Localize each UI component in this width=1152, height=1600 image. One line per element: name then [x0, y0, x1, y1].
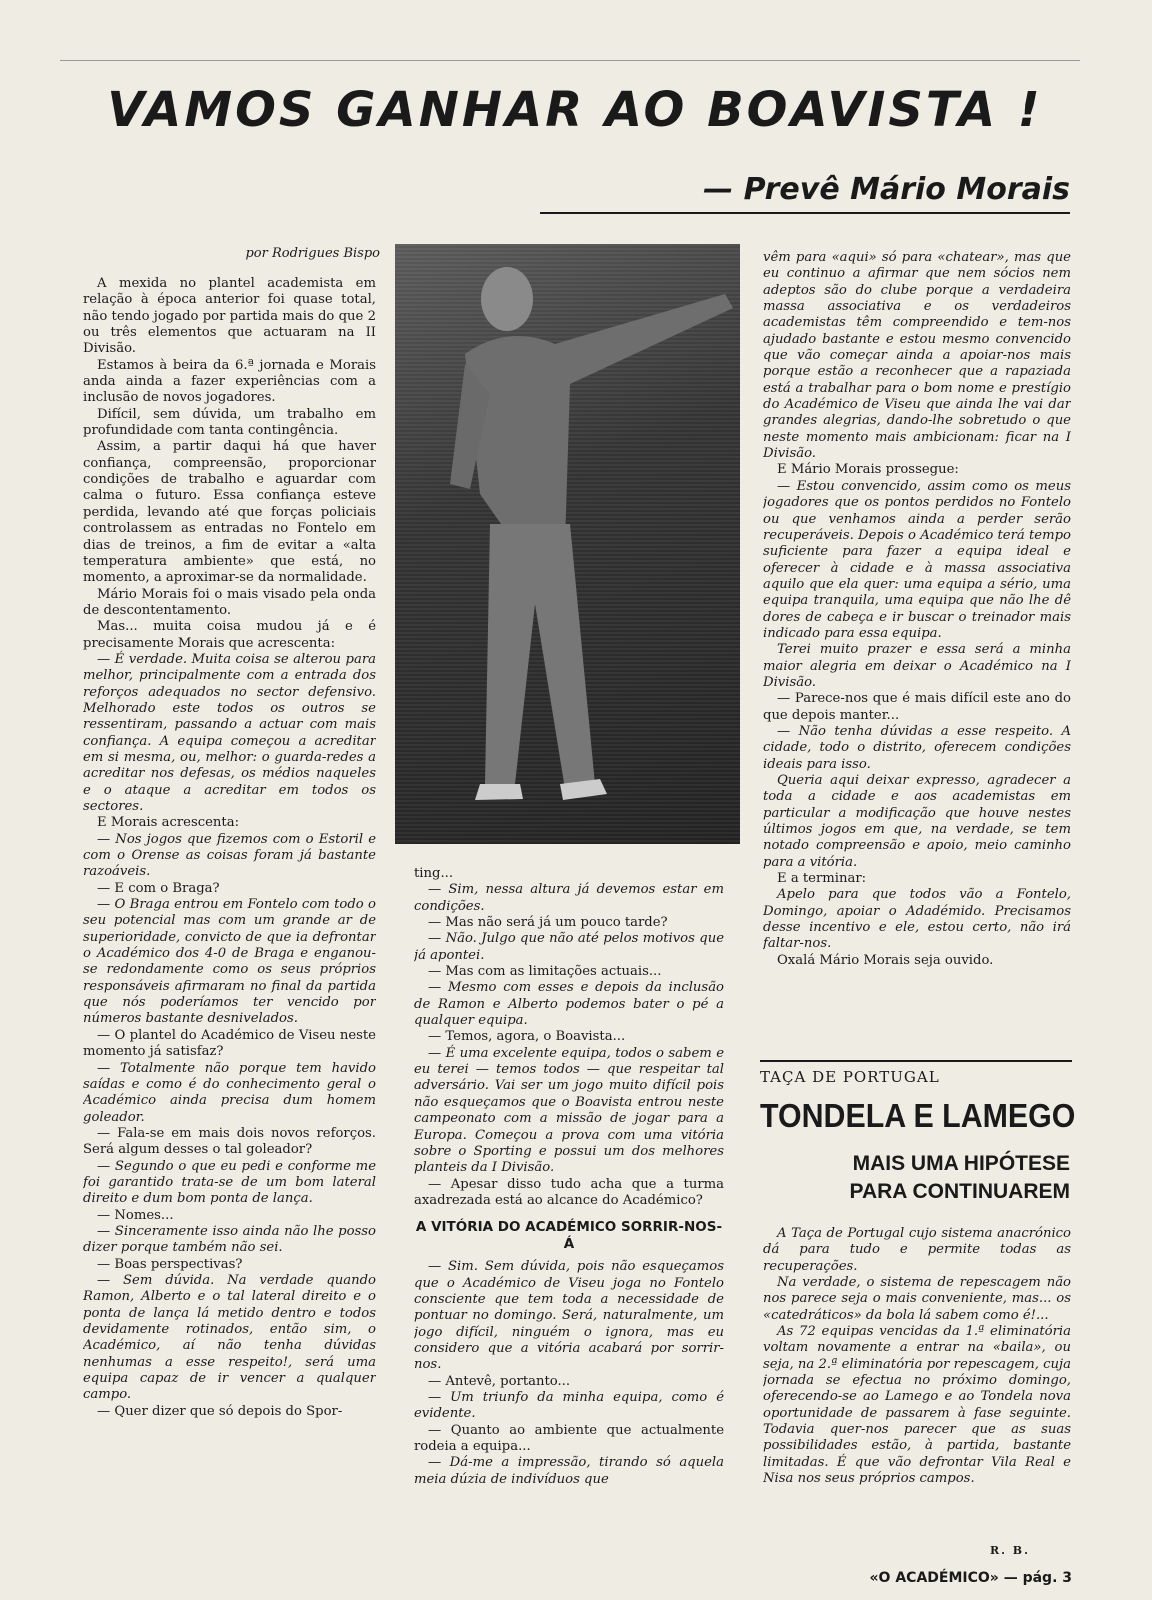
paragraph: Terei muito prazer e essa será a minha maior alegria em deixar o Académico na I Divisão.	[763, 642, 1071, 690]
sidebar-signoff: R. B.	[990, 1544, 1030, 1557]
paragraph: A Taça de Portugal cujo sistema anacrónico dá para tudo e permite todas as recuperações.	[763, 1226, 1071, 1274]
paragraph: — Quanto ao ambiente que actualmente rodeia a equipa...	[414, 1422, 724, 1454]
sidebar-deck	[820, 1150, 1070, 1206]
paragraph: — Não tenha dúvidas a esse respeito. A cidade, todo o distrito, oferecem condições ideais para isso.	[763, 723, 1071, 772]
paragraph: — Dá-me a impressão, tirando só aquela meia dúzia de indivíduos que	[414, 1455, 724, 1487]
paragraph: E a terminar:	[777, 871, 867, 887]
paragraph: — Estou convencido, assim como os meus jogadores que os pontos perdidos no Fontelo ou que venhamos ainda a perder serão recuperáveis. Depois o Académico terá tempo suficiente para fazer a equipa ideal e oferecer à cidade e à massa associativa aquilo que ela quer: uma equipa a sério, uma equipa tranquila, uma equipa que não lhe dê dores de cabeça e ir buscar o treinador mais indicado para essa equipa.	[763, 478, 1071, 641]
deck-line-2: PARA CONTINUAREM	[849, 1180, 1070, 1203]
paragraph: Assim, a partir daqui há que haver confiança, compreensão, proporcionar condições de trabalho e aguardar com calma o futuro. Essa confiança esteve perdida, levando até que forças policiais controlassem as entradas no Fontelo em dias de treinos, a fim de evitar a «alta temperatura ambiente» que está, no momento, a aproximar-se da normalidade.	[83, 439, 376, 586]
paragraph: Na verdade, o sistema de repescagem não nos parece seja o mais conveniente, mas... os «catedráticos» da bola lá sabem como é!...	[763, 1275, 1071, 1323]
paragraph: — É uma excelente equipa, todos o sabem e eu terei — temos todos — que respeitar tal adversário. Vai ser um jogo muito difícil pois não esqueçamos que o Boavista entrou neste campeonato com a missão de jogar para a Europa. Começou a prova com uma vitória sobre o Sporting e possui um dos melhores planteis da I Divisão.	[414, 1045, 724, 1176]
paragraph: Queria aqui deixar expresso, agradecer a toda a cidade e aos academistas em particular a modificação que houve nestes últimos jogos em que, na verdade, se tem notado compreensão e apoio, meio caminho para a vitória.	[763, 773, 1071, 870]
paragraph: — Boas perspectivas?	[97, 1256, 243, 1272]
paragraph: — Antevê, portanto...	[428, 1373, 571, 1389]
sidebar-body	[763, 1226, 1071, 1546]
paragraph: vêm para «aqui» só para «chatear», mas que eu continuo a afirmar que nem sócios nem adeptos são do clube porque a verdadeira massa associativa e os verdadeiros academistas têm compreendido e tem-nos ajudado bastante e estou mesmo convencido que vão começar ainda a apoiar-nos mais porque estão a reconhecer que a rapaziada está a trabalhar para o bom nome e prestígio do Académico de Viseu que ainda lhe vai dar grandes alegrias, dando-lhe sobretudo o que neste momento mais ambicionam: ficar na I Divisão.	[763, 250, 1071, 462]
paragraph: — Sim. Sem dúvida, pois não esqueçamos que o Académico de Viseu joga no Fontelo consciente que tem toda a necessidade de pontuar no domingo. Será, naturalmente, um jogo difícil, ninguém o ignora, mas eu considero que a vitória acabará por sorrir-nos.	[414, 1259, 724, 1373]
paragraph: — Um triunfo da minha equipa, como é evidente.	[414, 1389, 724, 1422]
paragraph: E Mário Morais prossegue:	[777, 462, 959, 478]
column-1	[83, 276, 376, 1576]
paragraph: — Segundo o que eu pedi e conforme me foi garantido trata-se de um bom lateral direito e dum bom ponta de lança.	[83, 1158, 376, 1207]
paragraph: Mário Morais foi o mais visado pela onda de descontentamento.	[83, 586, 376, 618]
paragraph: Mas... muita coisa mudou já e é precisamente Morais que acrescenta:	[83, 619, 376, 651]
photo-figure	[395, 244, 740, 844]
byline: por Rodrigues Bispo	[245, 246, 380, 261]
sidebar-kicker: TAÇA DE PORTUGAL	[760, 1068, 940, 1086]
paragraph: Estamos à beira da 6.ª jornada e Morais anda ainda a fazer experiências com a inclusão de novos jogadores.	[83, 357, 376, 406]
paragraph: — É verdade. Muita coisa se alterou para melhor, principalmente com a entrada dos reforços adequados no sector defensivo. Melhorado este todos os outros se ressentiram, passando a actuar com mais confiança. A equipa começou a acreditar em si mesma, ou, melhor: o guarda-redes a acreditar nos defesas, os médios naqueles e o ataque a acreditar em todos os sectores.	[83, 651, 376, 814]
sidebar-headline: TONDELA E LAMEGO	[760, 1097, 1076, 1134]
paragraph: — Nomes...	[97, 1207, 174, 1223]
paragraph: — Sem dúvida. Na verdade quando Ramon, Alberto e o tal lateral direito e o ponta de lança lá metido dentro e todos devidamente rotinados, então sim, o Académico, aí não tenha dúvidas nenhumas a esse respeito!, será uma equipa capaz de ir vencer a qualquer campo.	[83, 1272, 376, 1403]
sidebar-rule	[760, 1060, 1072, 1062]
paragraph: — Quer dizer que só depois do Spor-	[97, 1403, 343, 1419]
paragraph: — E com o Braga?	[97, 880, 220, 896]
paragraph: — O Braga entrou em Fontelo com todo o seu potencial mas com um grande ar de superioridade, convicto de que ia defrontar o Académico dos 4-0 de Braga e enganou-se redondamente como os seus próprios responsáveis afirmaram no final da partida que nós poderíamos ter vencido por números bastante desnivelados.	[83, 897, 376, 1027]
paragraph: — O plantel do Académico de Viseu neste momento já satisfaz?	[83, 1027, 376, 1060]
paragraph: Oxalá Mário Morais seja ouvido.	[777, 952, 994, 968]
paragraph: — Sinceramente isso ainda não lhe posso dizer porque também não sei.	[83, 1223, 376, 1256]
paragraph: ting...	[414, 866, 454, 881]
paragraph: — Mas não será já um pouco tarde?	[428, 915, 668, 931]
paragraph: A mexida no plantel academista em relação à época anterior foi quase total, não tendo jogado por partida mais do que 2 ou três elementos que actuaram na II Divisão.	[83, 276, 376, 357]
column-3	[763, 250, 1071, 1050]
paragraph: — Mas com as limitações actuais...	[428, 964, 662, 980]
paragraph: Apelo para que todos vão a Fontelo, Domingo, apoiar o Adadémido. Precisamos desse incentivo e ele, estou certo, não irá faltar-nos.	[763, 887, 1071, 952]
paragraph: — Sim, nessa altura já devemos estar em condições.	[414, 882, 724, 914]
paragraph: — Apesar disso tudo acha que a turma axadrezada está ao alcance do Académico?	[414, 1176, 724, 1208]
article-subtitle: — Prevê Mário Morais	[540, 172, 1070, 214]
paragraph: — Parece-nos que é mais difícil este ano do que depois manter...	[763, 691, 1071, 723]
page-footer: «O ACADÉMICO» — pág. 3	[869, 1570, 1072, 1586]
deck-line-1: MAIS UMA HIPÓTESE	[852, 1152, 1070, 1175]
paragraph: — Totalmente não porque tem havido saídas e como é do conhecimento geral o Académico ainda precisa dum homem goleador.	[83, 1060, 376, 1125]
paragraph: — Fala-se em mais dois novos reforços. Será algum desses o tal goleador?	[83, 1125, 376, 1158]
paragraph: As 72 equipas vencidas da 1.ª eliminatória voltam novamente a entrar na «baila», ou seja, na 2.ª eliminatória por repescagem, cuja jornada se efectua no próximo domingo, oferecendo-se ao Lamego e ao Tondela nova oportunidade de passarem à fase seguinte. Todavia quer-nos parecer que as suas possibilidades estão, à partida, bastante limitadas. É que vão defrontar Vila Real e Nisa nos seus próprios campos.	[763, 1324, 1071, 1487]
article-title: VAMOS GANHAR AO BOAVISTA !	[107, 82, 1043, 138]
paragraph: — Temos, agora, o Boavista...	[428, 1029, 626, 1045]
top-rule	[60, 60, 1080, 61]
column-2	[414, 866, 724, 1576]
paragraph: — Não. Julgo que não até pelos motivos que já apontei.	[414, 931, 724, 963]
paragraph: — Nos jogos que fizemos com o Estoril e com o Orense as coisas foram já bastante razoáveis.	[83, 831, 376, 880]
photo-coach	[395, 244, 740, 844]
paragraph: — Mesmo com esses e depois da inclusão de Ramon e Alberto podemos bater o pé a qualquer equipa.	[414, 980, 724, 1029]
paragraph: E Morais acrescenta:	[97, 815, 240, 831]
paragraph: Difícil, sem dúvida, um trabalho em profundidade com tanta contingência.	[83, 406, 376, 439]
section-heading: A VITÓRIA DO ACADÉMICO SORRIR-NOS-Á	[415, 1219, 723, 1253]
